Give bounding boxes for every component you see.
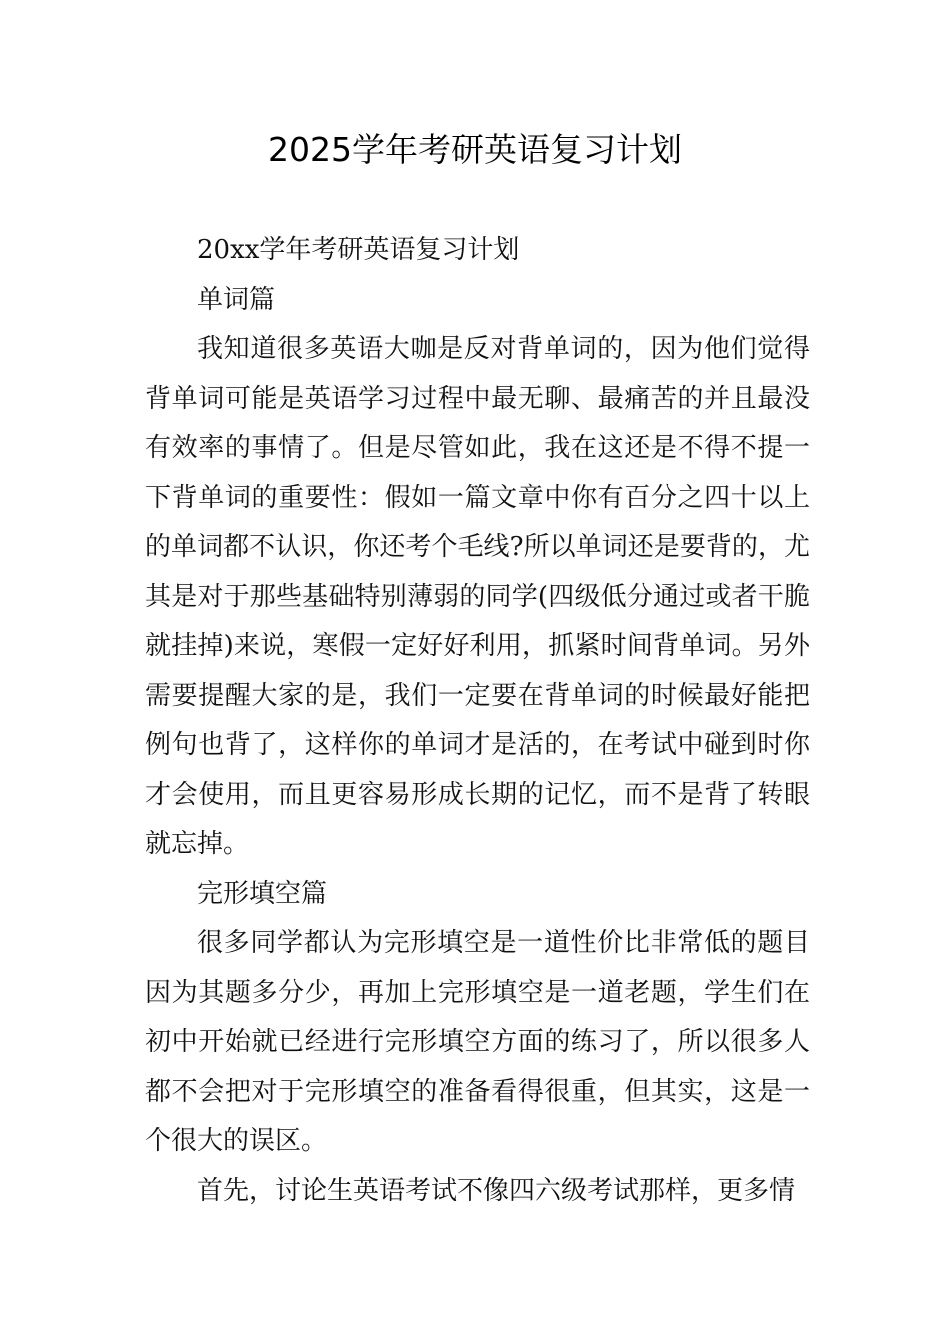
paragraph-subtitle: 20xx学年考研英语复习计划 <box>197 235 520 265</box>
paragraph-cloze: 很多同学都认为完形填空是一道性价比非常低的题目因为其题多分少，再加上完形填空是一道老题，学生们在初中开始就已经进行完形填空方面的练习了，所以很多人都不会把对于完形填空的准备看得很重，但其实，这是一个很大的误区。 <box>145 928 810 1156</box>
paragraph-vocabulary: 我知道很多英语大咖是反对背单词的，因为他们觉得背单词可能是英语学习过程中最无聊、最痛苦的并且最没有效率的事情了。但是尽管如此，我在这还是不得不提一下背单词的重要性：假如一篇文章中你有百分之四十以上的单词都不认识，你还考个毛线?所以单词还是要背的，尤其是对于那些基础特别薄弱的同学(四级低分通过或者干脆就挂掉)来说，寒假一定好好利用，抓紧时间背单词。另外需要提醒大家的是，我们一定要在背单词的时候最好能把例句也背了，这样你的单词才是活的，在考试中碰到时你才会使用，而且更容易形成长期的记忆，而不是背了转眼就忘掉。 <box>145 334 810 859</box>
document-body <box>145 226 810 1216</box>
section-heading-vocabulary: 单词篇 <box>197 284 276 315</box>
paragraph-first-point: 首先，讨论生英语考试不像四六级考试那样，更多情 <box>197 1175 796 1206</box>
section-heading-cloze: 完形填空篇 <box>197 878 328 909</box>
document-title: 2025学年考研英语复习计划 <box>268 130 682 169</box>
